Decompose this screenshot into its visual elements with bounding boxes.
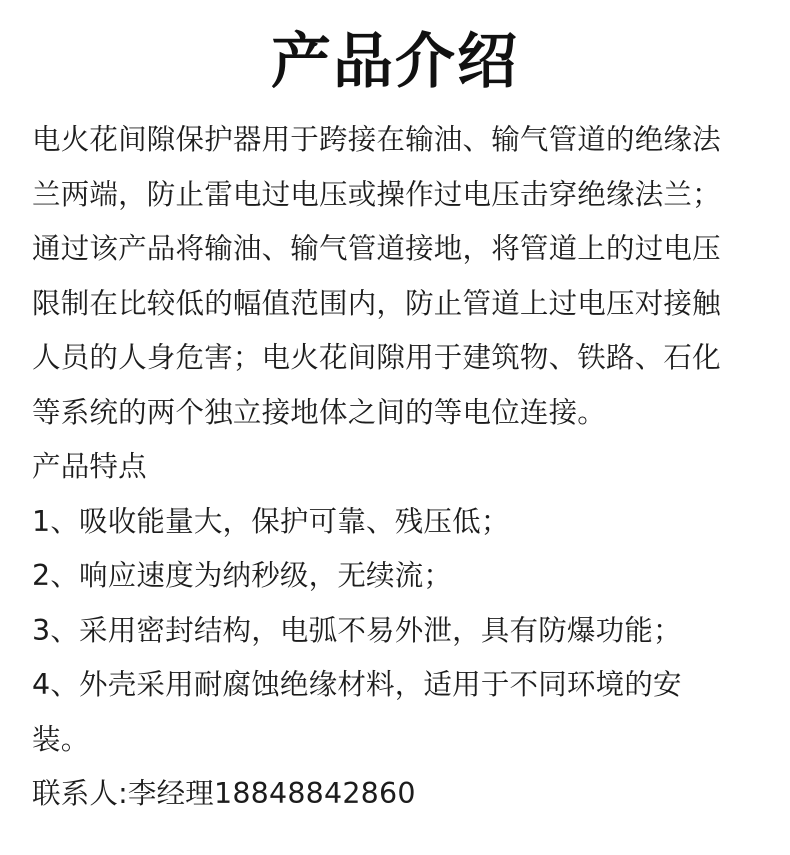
product-description: [32, 113, 762, 822]
page-title: 产品介绍: [271, 27, 519, 97]
intro-line: 等系统的两个独立接地体之间的等电位连接。: [32, 395, 607, 429]
feature-line: 2、响应速度为纳秒级，无续流；: [32, 559, 453, 592]
features-heading: 产品特点: [32, 450, 147, 483]
contact-info: 联系人:李经理18848842860: [32, 777, 416, 810]
intro-line: 兰两端，防止雷电过电压或操作过电压击穿绝缘法兰；: [32, 177, 721, 211]
intro-line: 人员的人身危害；电火花间隙用于建筑物、铁路、石化: [32, 341, 721, 374]
feature-line: 3、采用密封结构，电弧不易外泄，具有防爆功能；: [32, 613, 682, 647]
intro-line: 电火花间隙保护器用于跨接在输油、输气管道的绝缘法: [32, 123, 721, 156]
intro-line: 限制在比较低的幅值范围内，防止管道上过电压对接触: [32, 286, 721, 320]
feature-line: 1、吸收能量大，保护可靠、残压低；: [32, 504, 510, 538]
feature-line: 4、外壳采用耐腐蚀绝缘材料，适用于不同环境的安: [32, 668, 682, 701]
intro-line: 通过该产品将输油、输气管道接地，将管道上的过电压: [32, 232, 721, 265]
feature-line: 装。: [32, 722, 90, 756]
